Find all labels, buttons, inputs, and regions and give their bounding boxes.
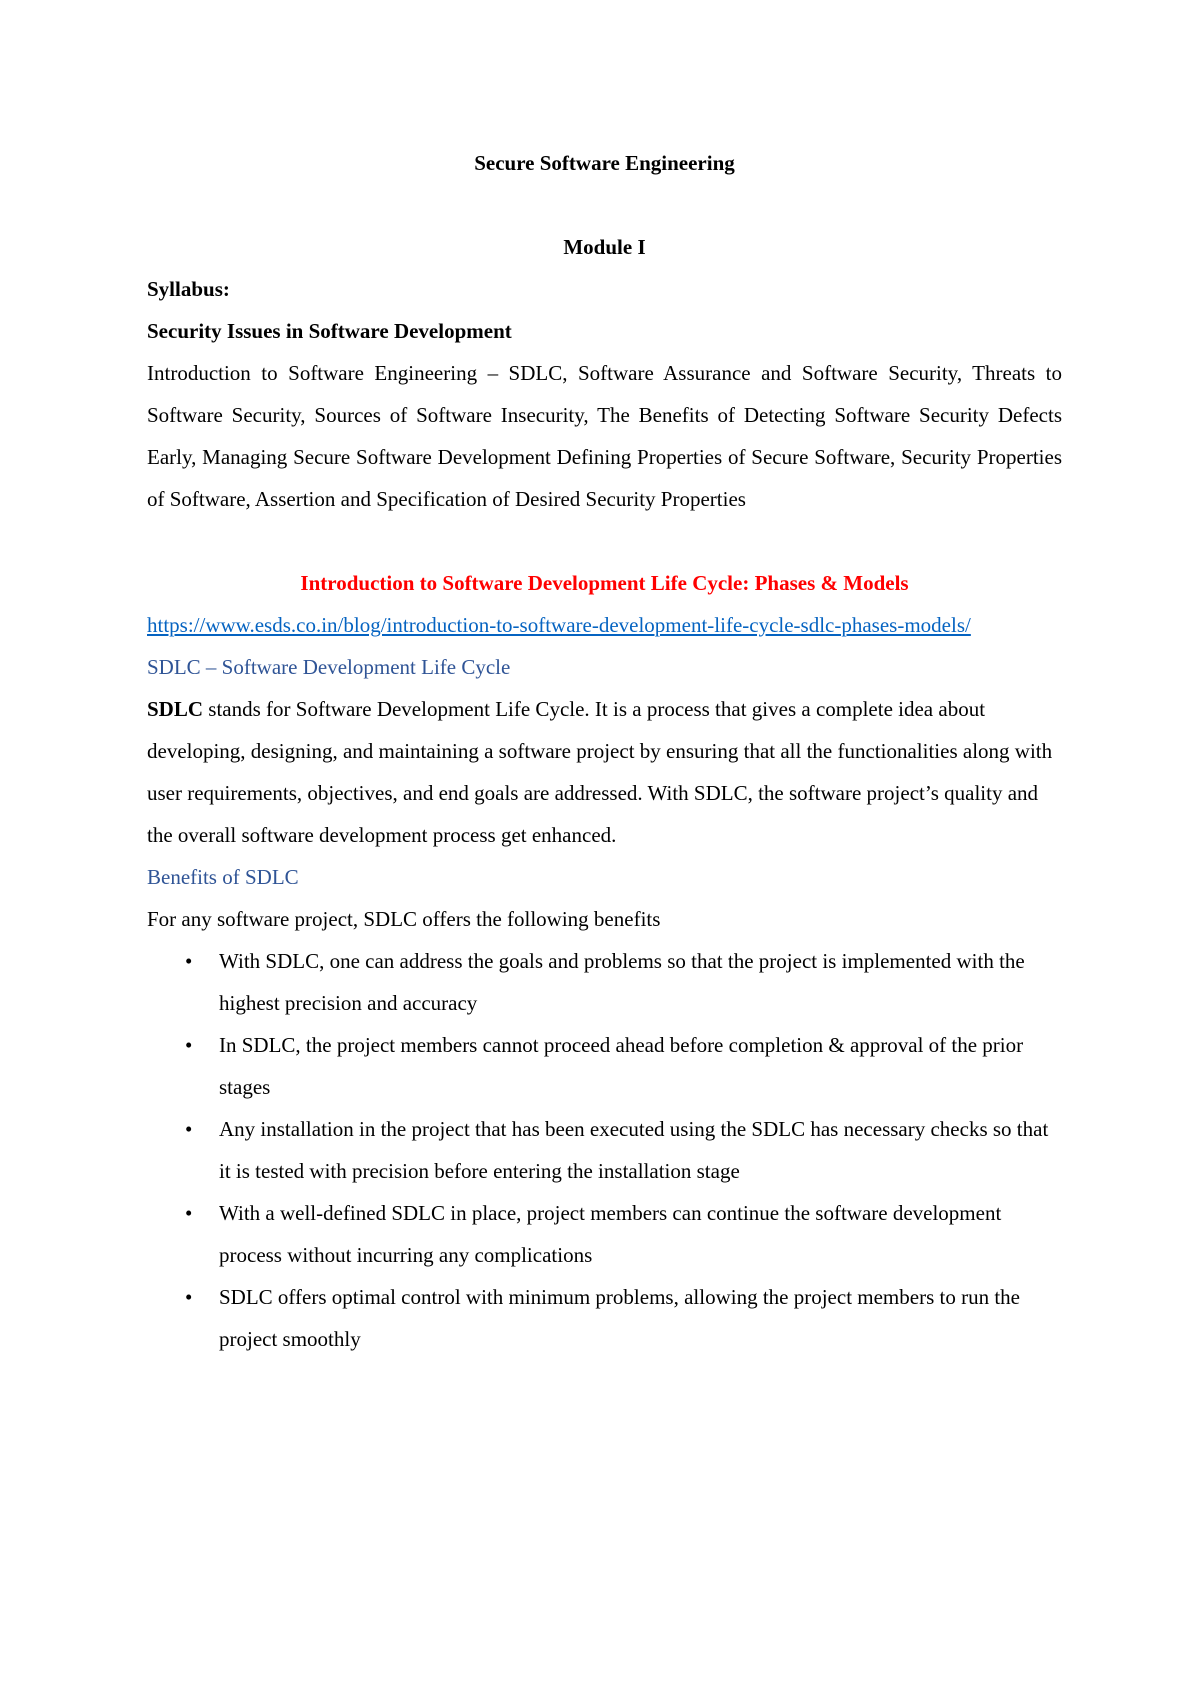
document-title: Secure Software Engineering <box>474 151 735 175</box>
sdlc-bold-term: SDLC <box>147 697 204 721</box>
section-heading: Introduction to Software Development Life Cycle: Phases & Models <box>300 571 909 595</box>
syllabus-heading: Security Issues in Software Development <box>147 319 512 343</box>
sdlc-paragraph-text: stands for Software Development Life Cycle. It is a process that gives a complete idea about developing, designing, and maintaining a software project by ensuring that all the functionalities along with user requirements, objectives, and end goals are addressed. With SDLC, the software project’s quality and the overall software development process get enhanced. <box>147 697 1053 847</box>
module-title: Module I <box>563 235 646 259</box>
syllabus-label: Syllabus: <box>147 277 230 301</box>
benefits-heading: Benefits of SDLC <box>147 865 299 889</box>
list-item-text: Any installation in the project that has been executed using the SDLC has necessary checks so that it is tested with precision before entering the installation stage <box>219 1117 1049 1183</box>
list-item <box>147 1192 1062 1276</box>
list-item <box>147 940 1062 1024</box>
benefits-list <box>147 940 1062 1360</box>
list-item-text: With SDLC, one can address the goals and problems so that the project is implemented with the highest precision and accuracy <box>219 949 1025 1015</box>
benefits-intro: For any software project, SDLC offers the following benefits <box>147 907 661 931</box>
sdlc-paragraph <box>147 688 1062 856</box>
list-item-text: In SDLC, the project members cannot proceed ahead before completion & approval of the prior stages <box>219 1033 1024 1099</box>
bullet-icon: • <box>185 1117 193 1141</box>
list-item <box>147 1276 1062 1360</box>
list-item <box>147 1024 1062 1108</box>
document-content <box>147 142 1062 1360</box>
bullet-icon: • <box>185 1201 193 1225</box>
spacer <box>147 520 1062 562</box>
reference-link[interactable] <box>147 604 1062 646</box>
list-item-text: With a well-defined SDLC in place, project members can continue the software development process without incurring any complications <box>219 1201 1002 1267</box>
syllabus-text: Introduction to Software Engineering – SDLC, Software Assurance and Software Security, Threats to Software Security, Sources of Software Insecurity, The Benefits of Detecting Software Security Defects Early, Managing Secure Software Development Defining Properties of Secure Software, Security Properties of Software, Assertion and Specification of Desired Security Properties <box>147 361 1062 511</box>
bullet-icon: • <box>185 949 193 973</box>
bullet-icon: • <box>185 1285 193 1309</box>
bullet-icon: • <box>185 1033 193 1057</box>
list-item-text: SDLC offers optimal control with minimum problems, allowing the project members to run the project smoothly <box>219 1285 1020 1351</box>
sdlc-heading: SDLC – Software Development Life Cycle <box>147 655 511 679</box>
list-item <box>147 1108 1062 1192</box>
reference-link-text[interactable]: https://www.esds.co.in/blog/introduction-to-software-development-life-cycle-sdlc-phases-models/ <box>147 613 971 637</box>
